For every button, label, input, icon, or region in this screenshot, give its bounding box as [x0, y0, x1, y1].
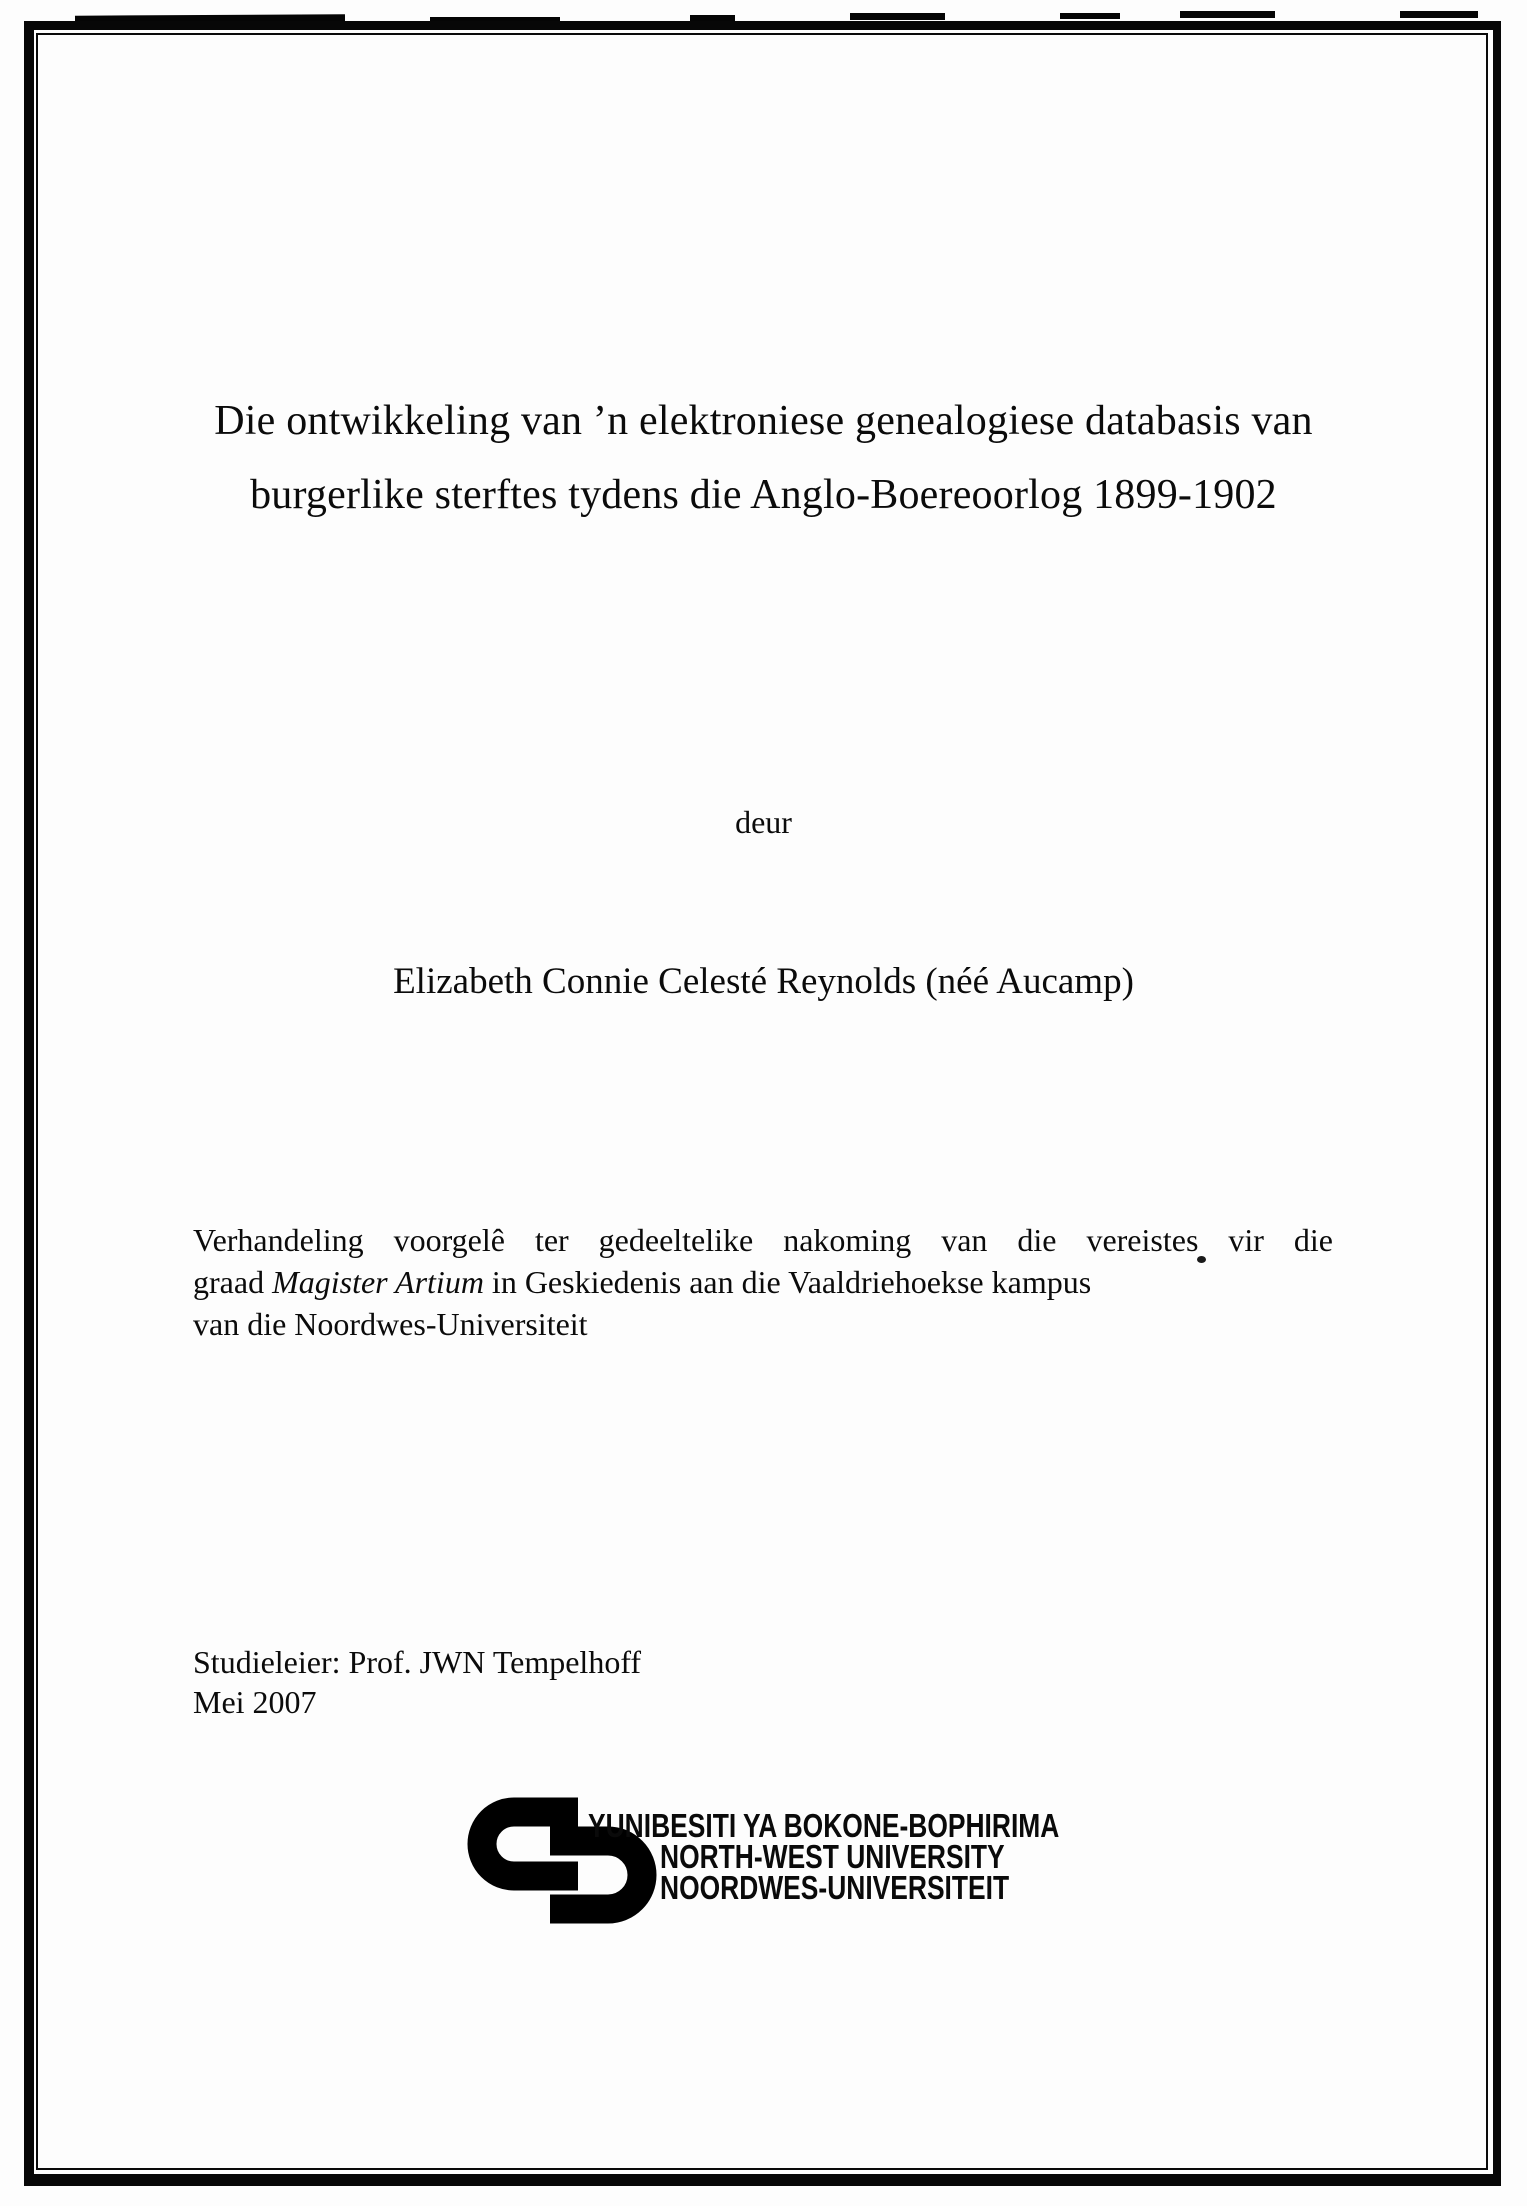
supervisor-line: Studieleier: Prof. JWN Tempelhoff — [193, 1644, 642, 1680]
thesis-title — [0, 384, 1527, 532]
statement-line-2-pre: graad — [193, 1264, 273, 1300]
university-logo-text — [588, 1807, 1060, 1906]
author-name: Elizabeth Connie Celesté Reynolds (néé Aucamp) — [393, 961, 1134, 1002]
degree-statement — [193, 1219, 1333, 1345]
scan-artifact — [1180, 11, 1275, 18]
title-line-1: Die ontwikkeling van ’n elektroniese genealogiese databasis van — [214, 398, 1313, 444]
supervisor-block — [193, 1642, 641, 1722]
scan-artifact — [1400, 11, 1478, 18]
scan-artifact — [850, 13, 945, 20]
statement-line-2-post: in Geskiedenis aan die Vaaldriehoekse kampus — [483, 1264, 1092, 1300]
logo-line-afrikaans: NOORDWES-UNIVERSITEIT — [660, 1869, 1010, 1906]
magister-artium-italic: Magister Artium — [272, 1264, 484, 1300]
statement-line-3: van die Noordwes-Universiteit — [193, 1306, 588, 1342]
statement-line-1: Verhandeling voorgelê ter gedeeltelike nakoming van die vereistes vir die — [193, 1222, 1333, 1258]
statement-line-2 — [193, 1261, 1333, 1303]
logo-line-english: NORTH-WEST UNIVERSITY — [660, 1838, 1005, 1875]
byline-deur: deur — [735, 804, 792, 840]
logo-line-tswana: YUNIBESITI YA BOKONE-BOPHIRIMA — [588, 1807, 1060, 1844]
scan-artifact — [1060, 13, 1120, 19]
title-line-2: burgerlike sterftes tydens die Anglo-Boereoorlog 1899-1902 — [250, 472, 1277, 518]
date-line: Mei 2007 — [193, 1684, 317, 1720]
